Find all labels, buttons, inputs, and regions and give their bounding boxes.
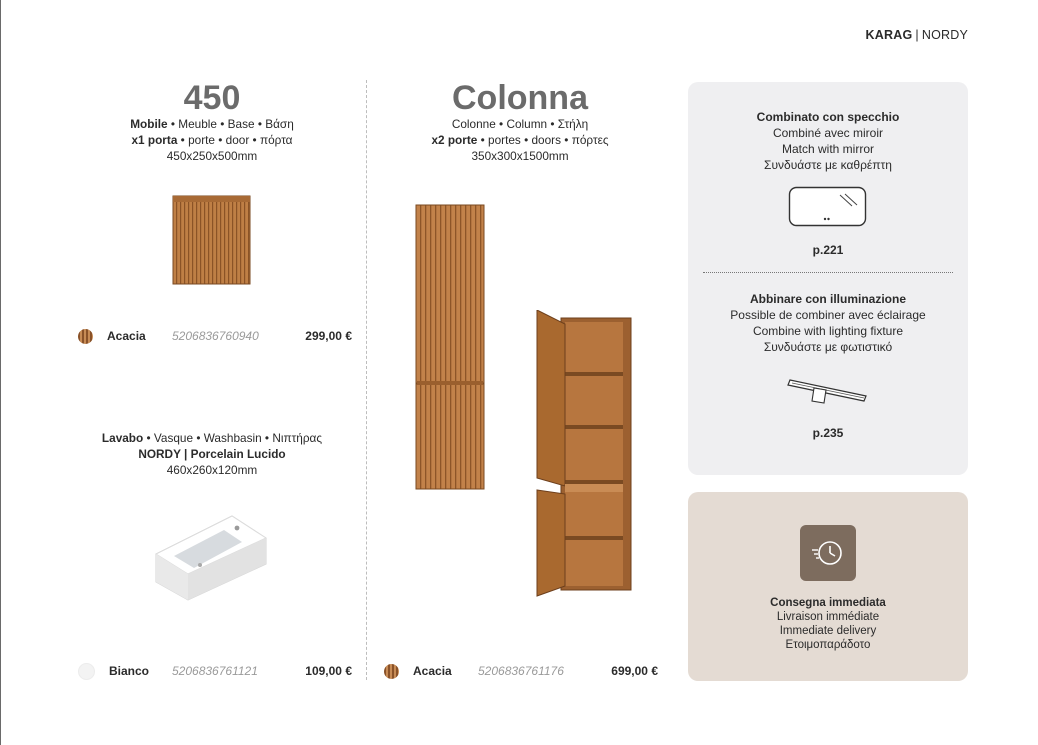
bianco-swatch (78, 663, 95, 680)
lavabo-dims: 460x260x120mm (166, 463, 258, 477)
lavabo-code: 5206836761121 (172, 664, 258, 678)
lavabo-sku-row (78, 663, 352, 679)
colonna-line2-rest: • portes • doors • πόρτες (477, 133, 609, 147)
lavabo-color: Bianco (109, 664, 150, 678)
mirror-icon (788, 186, 868, 228)
light-fr: Possible de combiner avec éclairage (730, 308, 926, 322)
mirror-page-ref[interactable]: p.221 (812, 243, 844, 257)
delivery-text (688, 596, 968, 652)
mobile-line1-bold: Mobile (130, 117, 168, 131)
mobile-header (62, 80, 362, 164)
lavabo-line1-bold: Lavabo (101, 431, 144, 445)
colonna-price: 699,00 € (611, 664, 658, 678)
delivery-fr: Livraison immédiate (776, 611, 880, 623)
mobile-line1-rest: • Meuble • Base • Βάση (167, 117, 294, 131)
column-open-image (535, 310, 635, 598)
light-gr: Συνδυάστε με φωτιστικό (763, 340, 893, 354)
colonna-title: Colonna (452, 79, 588, 117)
delivery-panel (688, 492, 968, 681)
light-en: Combine with lighting fixture (752, 324, 904, 338)
mirror-text (688, 109, 968, 173)
colonna-line2 (370, 132, 670, 148)
clock-icon (800, 525, 856, 581)
light-title: Abbinare con illuminazione (749, 292, 907, 306)
brand-separator: | (915, 28, 919, 42)
mobile-line2-bold: x1 porta (131, 133, 178, 147)
delivery-title: Consegna immediata (770, 597, 886, 609)
colonna-color: Acacia (413, 664, 452, 678)
mobile-color: Acacia (107, 329, 146, 343)
light-fixture-icon (786, 376, 870, 406)
colonna-line1: Colonne • Column • Στήλη (451, 117, 589, 131)
colonna-header (370, 80, 670, 164)
mobile-title: 450 (183, 79, 241, 117)
brand-name: KARAG (865, 28, 913, 42)
mirror-fr: Combiné avec miroir (772, 126, 884, 140)
lavabo-line1 (62, 430, 362, 446)
mobile-line1 (62, 116, 362, 132)
delivery-gr: Ετοιμοπαράδοτο (785, 639, 871, 651)
mobile-code: 5206836760940 (172, 329, 259, 343)
colonna-code: 5206836761176 (478, 664, 564, 678)
collection-name: NORDY (921, 28, 968, 42)
colonna-dims: 350x300x1500mm (471, 149, 569, 163)
light-page-ref[interactable]: p.235 (812, 426, 844, 440)
colonna-line2-bold: x2 porte (431, 133, 478, 147)
washbasin-image (152, 508, 270, 602)
lavabo-line1-rest: • Vasque • Washbasin • Νιπτήρας (143, 431, 323, 445)
delivery-en: Immediate delivery (779, 625, 877, 637)
page-edge (0, 0, 1, 745)
lavabo-price: 109,00 € (305, 664, 352, 678)
mirror-gr: Συνδυάστε με καθρέπτη (764, 158, 892, 172)
acacia-swatch-colonna (384, 664, 399, 679)
lavabo-line2-text: NORDY | Porcelain Lucido (138, 447, 286, 461)
mobile-sku-row (78, 328, 352, 344)
panel-dotted-divider (703, 272, 953, 273)
mobile-line2-rest: • porte • door • πόρτα (177, 133, 293, 147)
colonna-sku-row (384, 663, 658, 679)
acacia-swatch (78, 329, 93, 344)
mirror-en: Match with mirror (781, 142, 874, 156)
mobile-line2 (62, 132, 362, 148)
brand-header (866, 28, 968, 42)
lavabo-line2 (62, 446, 362, 462)
column-divider (366, 80, 367, 680)
lavabo-header (62, 430, 362, 478)
column-closed-image (415, 204, 487, 492)
base-cabinet-image (172, 195, 252, 285)
mobile-price: 299,00 € (305, 329, 352, 343)
light-text (688, 291, 968, 355)
mobile-dims: 450x250x500mm (166, 149, 258, 163)
clock-icon-box (800, 525, 856, 581)
mirror-title: Combinato con specchio (756, 110, 900, 124)
